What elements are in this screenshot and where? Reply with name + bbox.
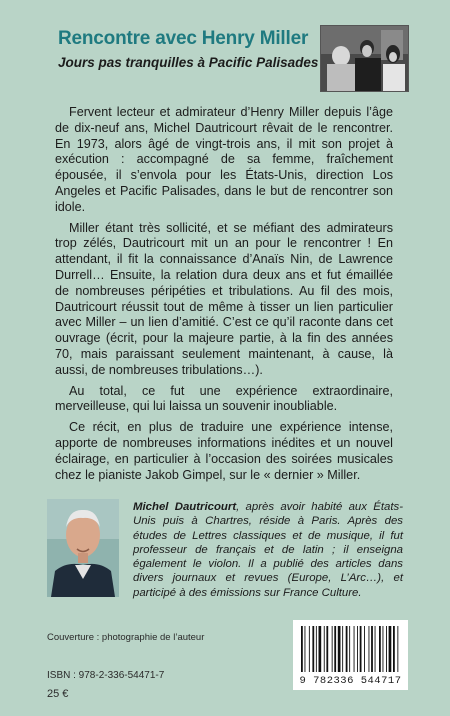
barcode-number: 9 782336 544717 [299, 675, 402, 687]
barcode [293, 620, 408, 690]
author-portrait-image [47, 499, 119, 597]
cover-credit: Couverture : photographie de l’auteur [47, 632, 205, 643]
barcode-bars [293, 620, 408, 674]
isbn: ISBN : 978-2-336-54471-7 [47, 670, 165, 681]
paragraph: Fervent lecteur et admirateur d’Henry Miller depuis l’âge de dix-neuf ans, Michel Dautricourt rêvait de le rencontrer. En 1973, alors âgé de vingt-trois ans, il mit son projet à exécution : accompagné de sa femme, fraîchement épousée, il s’envola pour les États-Unis, direction Los Angeles et Pacific Palisades, dans le but de rencontrer son idole. [55, 105, 393, 214]
paragraph: Au total, ce fut une expérience extraordinaire, merveilleuse, qui lui laissa un souvenir inoubliable. [55, 383, 393, 414]
author-name: Michel Dautricourt [133, 501, 237, 513]
book-title: Rencontre avec Henry Miller [58, 28, 309, 49]
paragraph: Miller étant très sollicité, et se méfiant des admirateurs trop zélés, Dautricourt mit un an pour le rencontrer ! En attendant, il fit la connaissance d’Anaïs Nin, de Lawrence Durrell… Ensuite, la relation dura deux ans et fut émaillée de nombreuses péripéties et tribulations. Au fil des mois, Dautricourt réussit tout de même à tisser un lien particulier avec Miller – un lien d’amitié. C’est ce qu’il raconte dans cet ouvrage (écrit, pour la majeure partie, à la fin des années 70, mais paraissant seulement maintenant, à cause, là aussi, de nombreuses tribulations…). [55, 220, 393, 377]
cover-photo-image [321, 26, 408, 91]
cover-photo [320, 25, 409, 92]
author-bio-text: , après avoir habité aux États-Unis puis à Chartres, réside à Paris. Après des études de Lettres classiques et de musique, il fut professeur de français et de latin ; il enseigna également le violon. Il a publié des articles dans divers journaux et revues (Europe, L’Arc…), et participé à des émissions sur France Culture. [133, 501, 403, 599]
back-cover-text [55, 105, 393, 488]
paragraph: Ce récit, en plus de traduire une expérience intense, apporte de nombreuses informations inédites et un nouvel éclairage, en particulier à l’occasion des soirées musicales chez le pianiste Jakob Gimpel, sur le « dernier » Miller. [55, 420, 393, 482]
price: 25 € [47, 688, 69, 700]
author-bio [133, 500, 403, 600]
book-subtitle: Jours pas tranquilles à Pacific Palisades [58, 55, 319, 70]
author-photo [47, 499, 119, 597]
